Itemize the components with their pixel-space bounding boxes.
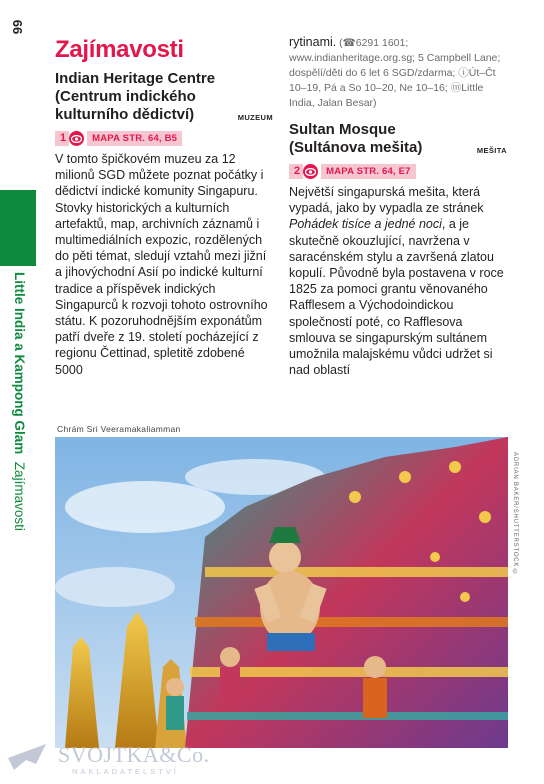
entry-type: MUZEUM (237, 113, 273, 122)
left-column (55, 32, 273, 378)
entry-header (289, 121, 507, 157)
entry-text-start: Největší singapurská mešita, která vypadá, jako by vypadla ze stránek (289, 185, 484, 216)
entry-title: Indian Heritage Centre (Centrum indického kulturního dědictví) (55, 70, 216, 123)
temple-photo (55, 437, 508, 748)
section-label-category: Zajímavosti (12, 461, 27, 531)
entry-text-italic: Pohádek tisíce a jedné noci (289, 217, 442, 232)
page-number: 66 (10, 19, 26, 35)
entry-text (289, 184, 507, 378)
publisher-bird-icon (6, 742, 54, 772)
entry-contact (289, 35, 507, 111)
page-title: Zajímavosti (55, 36, 184, 63)
photo-caption: Chrám Sri Veeramakaliamman (57, 424, 181, 434)
map-reference[interactable] (289, 164, 507, 179)
publisher-subtitle: NAKLADATELSTVÍ (72, 767, 179, 776)
eye-icon (69, 131, 84, 146)
section-color-band (0, 190, 36, 266)
entry-text: V tomto špičkovém muzeu za 12 milionů SGD můžete poznat počátky i dědictví indické komunity Singapuru. Stovky historických a kulturních artefaktů, map, archivních záznamů i multimediálních expozic, rozdělených do pěti témat, sledují vztahů mezi jižní a jihovýchodní Asií po indické kulturní tradice a příspěvek indických Singapurců k rozvoji tohoto ostrovního státu. K pozoruhodnějším exponátům patří dveře z 19. století pocházející z regionu Čettinad, spletitě zdobené 5000 (55, 152, 268, 377)
contact-info: (☎6291 1601; www.indianheritage.org.sg; 5 Campbell Lane; dospělí/děti do 6 let 6 SGD/zdarma; ⓘÚt–Čt 10–19, Pá a So 10–20, Ne 10–16; ⓜLittle India, Jalan Besar) (289, 37, 501, 109)
pin-number: 1 (55, 131, 69, 146)
map-reference-label: MAPA STR. 64, E7 (321, 164, 416, 179)
eye-icon (303, 164, 318, 179)
entry-text-end: , a je skutečně okouzlující, navržena v saracénském stylu a završená zlatou kopulí. Původně byla postavena v roce 1825 za pomoci grantu věnovaného Rafflesem a Východoindickou společností poté, co Rafflesova smlouva se singapurským sultánem umožnila malajskému vůdci udržet si nad oblastí (289, 217, 504, 378)
side-strip (0, 0, 36, 784)
map-reference-label: MAPA STR. 64, B5 (87, 131, 182, 146)
photo-credit: ADRIAN BAKER/SHUTTERSTOCK © (512, 452, 518, 577)
entry-title: Sultan Mosque (Sultánova mešita) (289, 121, 423, 156)
section-label-area: Little India a Kampong Glam (12, 272, 27, 455)
publisher-name: SVOJTKA&Co. (58, 742, 210, 767)
entry-type: MEŠITA (476, 146, 507, 155)
section-label (11, 272, 27, 572)
right-column (289, 32, 507, 378)
publisher-logo (6, 742, 210, 782)
map-reference[interactable] (55, 131, 273, 146)
continuation-text: rytinami. (289, 35, 337, 49)
pin-number: 2 (289, 164, 303, 179)
entry-header (55, 70, 273, 124)
